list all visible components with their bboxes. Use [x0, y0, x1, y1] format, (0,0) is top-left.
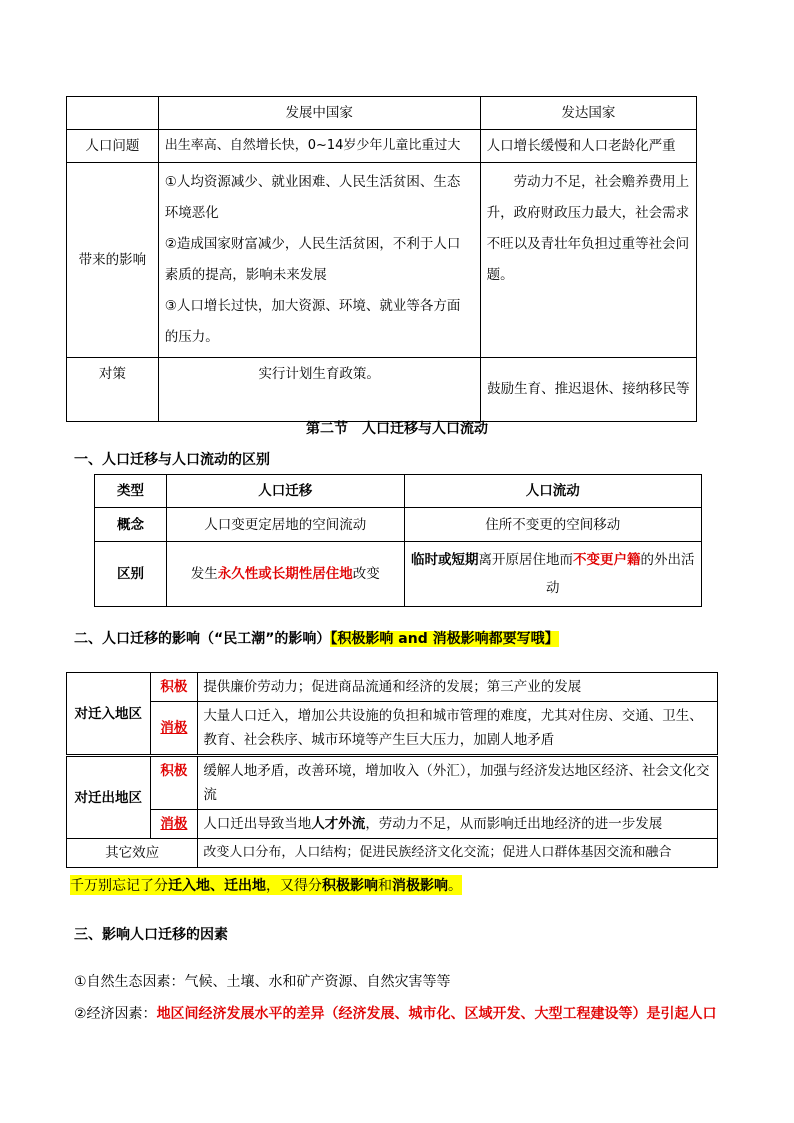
text: 和 [378, 878, 392, 894]
table-row [67, 702, 718, 756]
table-row [67, 673, 718, 702]
table-row [67, 163, 697, 358]
heading-difference: 一、人口迁移与人口流动的区别 [74, 452, 270, 468]
row-label: 区别 [95, 542, 167, 607]
table-row [95, 542, 702, 607]
table-cell: 大量人口迁入，增加公共设施的负担和城市管理的难度，尤其对住房、交通、卫生、教育、社会秩序、城市环境等产生巨大压力，加剧人地矛盾 [198, 702, 718, 756]
text: 改变 [352, 566, 380, 582]
emphasis-text: 永久性或长期性居住地 [217, 566, 353, 582]
row-label: 概念 [95, 508, 167, 542]
table-cell: 缓解人地矛盾，改善环境，增加收入（外汇），加强与经济发达地区经济、社会文化交流 [198, 756, 718, 810]
negative-label: 消极 [150, 810, 198, 839]
emphasis-text: 地区间经济发展水平的差异（经济发展、城市化、区域开发、大型工程建设等）是引起人口 [156, 1006, 717, 1022]
positive-label: 积极 [150, 673, 198, 702]
bold-text: 人才外流 [311, 816, 366, 832]
impact-item: ③人口增长过快，加大资源、环境、就业等各方面的压力。 [164, 298, 461, 345]
factor-economic [74, 1003, 717, 1023]
text: ②经济因素： [74, 1006, 157, 1022]
factor-natural: ①自然生态因素：气候、土壤、水和矿产资源、自然灾害等等 [74, 974, 451, 990]
text: ，又得分 [266, 878, 322, 894]
table-row [67, 839, 718, 868]
table-cell [198, 810, 718, 839]
table-cell: 劳动力不足，社会赡养费用上升，政府财政压力最大，社会需求不旺以及青壮年负担过重等社会问题。 [480, 163, 696, 358]
positive-label: 积极 [150, 756, 198, 810]
table-cell: 实行计划生育政策。 [158, 358, 480, 422]
text: 人口迁出导致当地 [203, 816, 312, 832]
impact-item: ②造成国家财富减少，人民生活贫困，不利于人口素质的提高，影响未来发展 [164, 236, 461, 283]
impact-item: ①人均资源减少、就业困难、人民生活贫困、生态环境恶化 [164, 174, 461, 221]
header-cell: 类型 [95, 475, 167, 508]
emphasis-text: 不变更户籍 [573, 552, 641, 568]
row-label: 对迁入地区 [67, 673, 151, 756]
text: ，劳动力不足，从而影响迁出地经济的进一步发展 [365, 816, 663, 832]
migration-impact-table [66, 672, 718, 868]
table-cell [158, 163, 480, 358]
table-cell: 改变人口分布，人口结构；促进民族经济文化交流；促进人口群体基因交流和融合 [198, 839, 718, 868]
reminder-note [70, 875, 462, 895]
row-label: 人口问题 [67, 130, 159, 163]
text: 。 [448, 878, 462, 894]
table-cell: 提供廉价劳动力；促进商品流通和经济的发展；第三产业的发展 [198, 673, 718, 702]
row-label: 带来的影响 [67, 163, 159, 358]
table-row [95, 475, 702, 508]
header-cell: 人口迁移 [166, 475, 404, 508]
row-label: 对策 [67, 358, 159, 422]
bold-text: 消极影响 [392, 878, 448, 894]
table-cell: 出生率高、自然增长快，0~14岁少年儿童比重过大 [158, 130, 480, 163]
header-cell [67, 97, 159, 130]
text: 千万别忘记了分 [70, 878, 168, 894]
row-label: 对迁出地区 [67, 756, 151, 839]
header-cell: 发展中国家 [158, 97, 480, 130]
migration-vs-flow-table [94, 474, 702, 607]
text: 的外出活动 [546, 552, 695, 596]
bold-text: 积极影响 [322, 878, 378, 894]
population-problems-table [66, 96, 697, 422]
highlight-note: 【积极影响 and 消极影响都要写哦】 [330, 631, 559, 647]
header-cell: 人口流动 [404, 475, 702, 508]
bold-text: 临时或短期 [411, 552, 479, 568]
table-row [67, 97, 697, 130]
text: 发生 [190, 566, 218, 582]
table-row [67, 358, 697, 422]
heading-impact [74, 628, 559, 648]
table-cell: 鼓励生育、推迟退休、接纳移民等 [480, 358, 696, 422]
negative-label: 消极 [150, 702, 198, 756]
heading-text: 二、人口迁移的影响（“民工潮”的影响） [74, 631, 331, 647]
row-label: 其它效应 [67, 839, 198, 868]
section-title: 第二节 人口迁移与人口流动 [306, 421, 488, 437]
table-cell: 人口增长缓慢和人口老龄化严重 [480, 130, 696, 163]
heading-factors: 三、影响人口迁移的因素 [74, 927, 228, 943]
bold-text: 迁入地、迁出地 [168, 878, 266, 894]
table-row [67, 756, 718, 810]
text: 离开原居住地而 [478, 552, 573, 568]
table-cell: 人口变更定居地的空间流动 [166, 508, 404, 542]
header-cell: 发达国家 [480, 97, 696, 130]
table-cell [404, 542, 702, 607]
table-cell [166, 542, 404, 607]
table-row [95, 508, 702, 542]
table-row [67, 810, 718, 839]
table-cell: 住所不变更的空间移动 [404, 508, 702, 542]
table-row [67, 130, 697, 163]
